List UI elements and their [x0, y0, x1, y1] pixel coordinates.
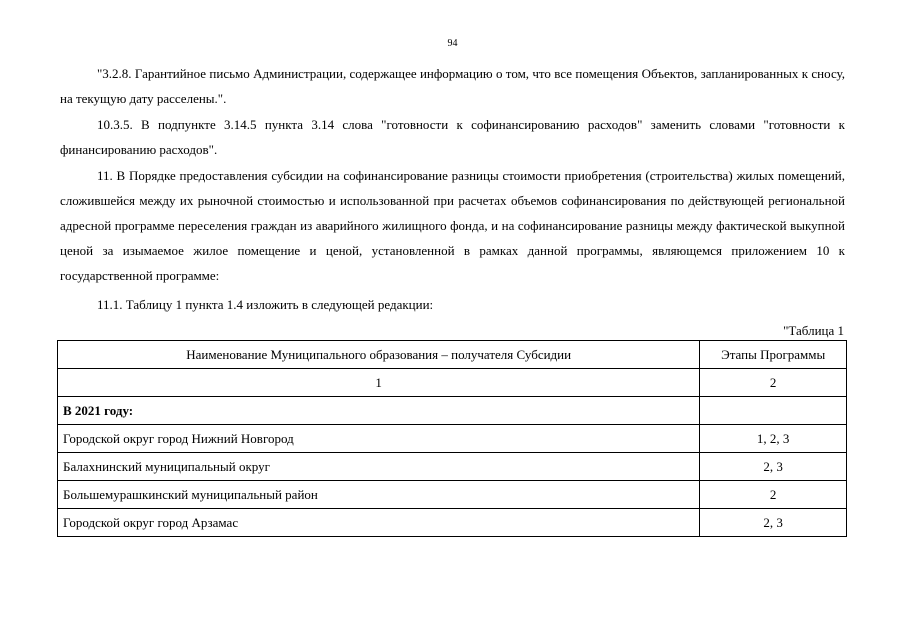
section-empty-cell: [700, 397, 847, 425]
program-stages: 2, 3: [700, 453, 847, 481]
municipality-name: Балахнинский муниципальный округ: [58, 453, 700, 481]
section-label-2021: В 2021 году:: [58, 397, 700, 425]
table-row: [58, 481, 847, 509]
program-stages: 1, 2, 3: [700, 425, 847, 453]
header-program-stages: Этапы Программы: [700, 341, 847, 369]
subsidy-recipients-table: [57, 340, 847, 537]
paragraph-10-3-5: 10.3.5. В подпункте 3.14.5 пункта 3.14 слова "готовности к софинансированию расходов" заменить словами "готовности к финансированию расходов".: [60, 117, 845, 157]
paragraph-11-1: 11.1. Таблицу 1 пункта 1.4 изложить в следующей редакции:: [97, 297, 434, 312]
municipality-name: Большемурашкинский муниципальный район: [58, 481, 700, 509]
table-row: [58, 425, 847, 453]
table-row: [58, 453, 847, 481]
table-caption: "Таблица 1: [783, 323, 844, 338]
page-number: 94: [447, 38, 458, 49]
table-section-row: [58, 397, 847, 425]
municipality-name: Городской округ город Нижний Новгород: [58, 425, 700, 453]
column-number-2: 2: [700, 369, 847, 397]
program-stages: 2: [700, 481, 847, 509]
table-header-row: [58, 341, 847, 369]
table-numbering-row: [58, 369, 847, 397]
column-number-1: 1: [58, 369, 700, 397]
paragraph-11: 11. В Порядке предоставления субсидии на софинансирование разницы стоимости приобретения (строительства) жилых помещений, сложившейся между их рыночной стоимостью и использованной при расчетах объемов софинансирования по действующей региональной адресной программе переселения граждан из аварийного жилищного фонда, и на софинансирование разницы между фактической выкупной ценой за изымаемое жилое помещение и ценой, установленной в рамках данной программы, являющемся приложением 10 к государственной программе:: [60, 168, 845, 283]
table-row: [58, 509, 847, 537]
program-stages: 2, 3: [700, 509, 847, 537]
header-municipality: Наименование Муниципального образования – получателя Субсидии: [58, 341, 700, 369]
paragraph-3-2-8: "3.2.8. Гарантийное письмо Администрации, содержащее информацию о том, что все помещения Объектов, запланированных к сносу, на текущую дату расселены.".: [60, 66, 845, 106]
municipality-name: Городской округ город Арзамас: [58, 509, 700, 537]
